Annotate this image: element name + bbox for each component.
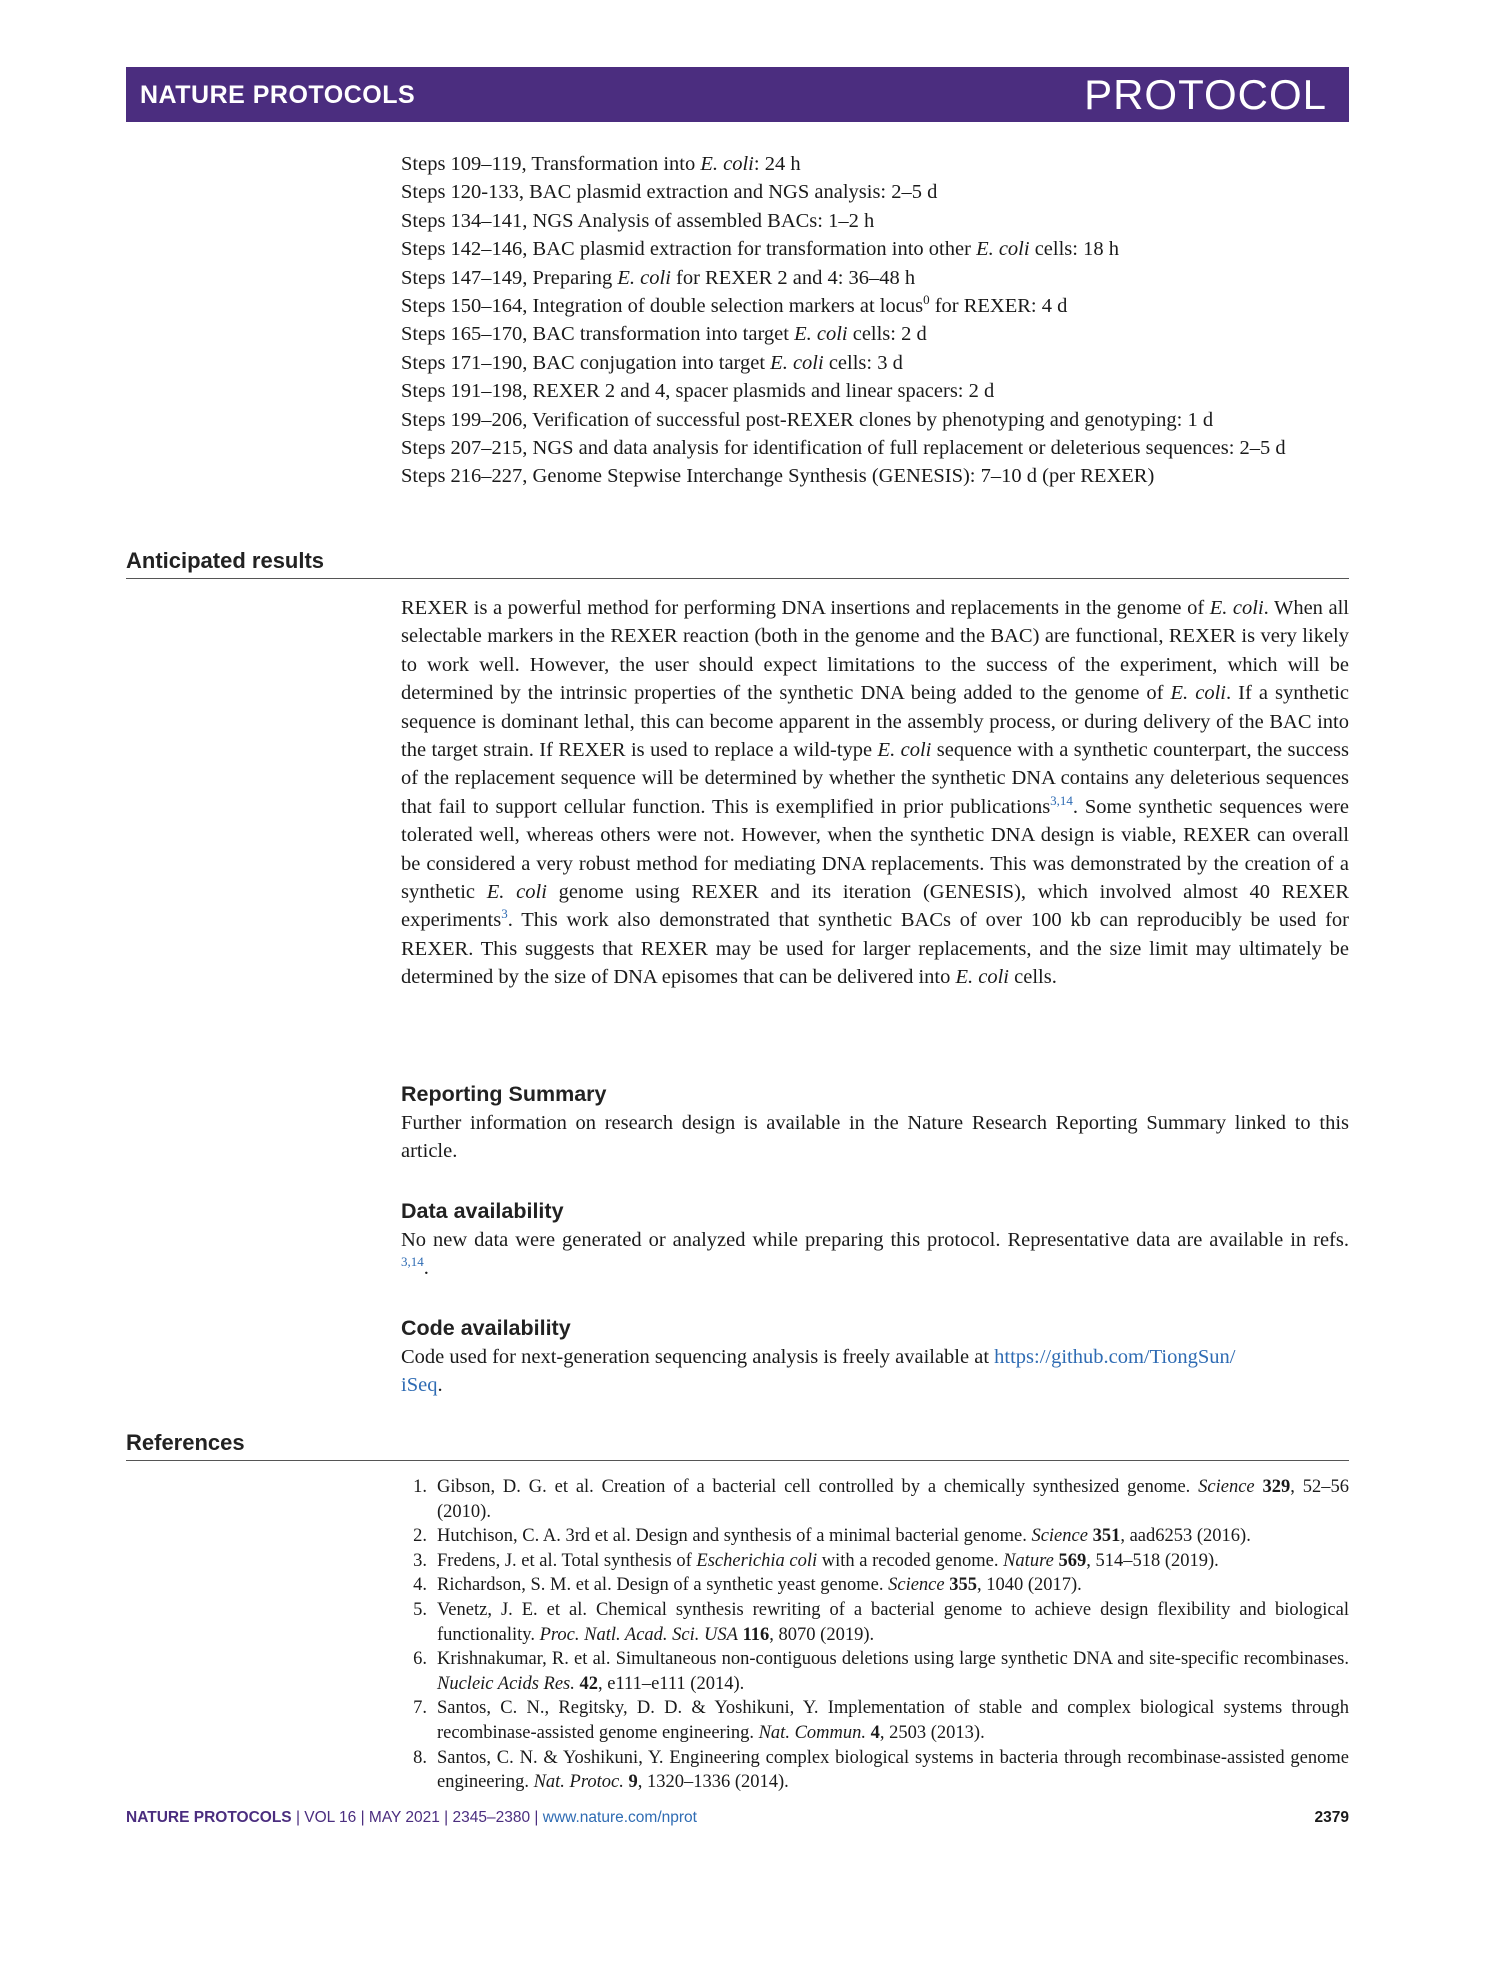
timing-line: Steps 191–198, REXER 2 and 4, spacer plasmids and linear spacers: 2 d bbox=[401, 380, 995, 403]
reference-item: 8. Santos, C. N. & Yoshikuni, Y. Engineering complex biological systems in bacteria through recombinase-assisted genome engineering. Nat. Protoc. 9, 1320–1336 (2014). bbox=[413, 1747, 1349, 1793]
timing-line: Steps 109–119, Transformation into E. coli: 24 h bbox=[401, 153, 801, 175]
code-availability-heading: Code availability bbox=[401, 1316, 571, 1340]
journal-header-bar bbox=[126, 67, 1349, 122]
github-link-continued[interactable]: iSeq bbox=[401, 1374, 438, 1397]
timing-line: Steps 171–190, BAC conjugation into target E. coli cells: 3 d bbox=[401, 351, 903, 374]
code-availability-text: Code used for next-generation sequencing analysis is freely available at https://github.com/TiongSun/ iSeq. bbox=[401, 1346, 1236, 1397]
footer-date: MAY 2021 bbox=[368, 1809, 440, 1826]
reference-item: 1. Gibson, D. G. et al. Creation of a bacterial cell controlled by a chemically synthesized genome. Science 329, 52–56 (2010). bbox=[413, 1477, 1349, 1522]
footer-volume: VOL 16 bbox=[304, 1809, 357, 1826]
anticipated-results-paragraph: REXER is a powerful method for performing DNA insertions and replacements in the genome of E. coli. When all selectable markers in the REXER reaction (both in the genome and the BAC) are functional, REXER is very likely to work well. However, the user should expect limitations to the success of the experiment, which will be determined by the intrinsic properties of the synthetic DNA being added to the genome of E. coli. If a synthetic sequence is dominant lethal, this can become apparent in the assembly process, or during delivery of the BAC into the target strain. If REXER is used to replace a wild-type E. coli sequence with a synthetic counterpart, the success of the replacement sequence will be determined by whether the synthetic DNA contains any deleterious sequences that fail to support cellular function. This is exemplified in prior publications$^{3,14}$. Some synthetic sequences were tolerated well, whereas others were not. However, when the synthetic DNA design is viable, REXER can overall be considered a very robust method for mediating DNA replacements. This was demonstrated by the creation of a synthetic E. coli genome using REXER and its iteration (GENESIS), which involved almost 40 REXER experiments$^3$. This work also demonstrated that synthetic BACs of over 100 kb can reproducibly be used for REXER. This suggests that REXER may be used for larger replacements, and the size limit may ultimately be determined by the size of DNA episomes that can be delivered into E. coli cells. bbox=[401, 597, 1350, 989]
timing-line: Steps 134–141, NGS Analysis of assembled BACs: 1–2 h bbox=[401, 209, 875, 232]
reporting-summary-heading: Reporting Summary bbox=[401, 1082, 607, 1106]
article-type: PROTOCOL bbox=[1084, 71, 1327, 118]
timing-line: Steps 120-133, BAC plasmid extraction and NGS analysis: 2–5 d bbox=[401, 181, 938, 204]
data-availability-heading: Data availability bbox=[401, 1199, 564, 1223]
footer-url[interactable]: www.nature.com/nprot bbox=[542, 1809, 697, 1826]
reference-item: 4. Richardson, S. M. et al. Design of a synthetic yeast genome. Science 355, 1040 (2017). bbox=[413, 1575, 1082, 1596]
footer-pages: 2345–2380 bbox=[452, 1809, 531, 1826]
timing-line: Steps 150–164, Integration of double selection markers at locus$^0$ for REXER: 4 d bbox=[401, 292, 1068, 318]
citation-link[interactable]: 3 bbox=[501, 906, 508, 922]
section-heading-anticipated-results: Anticipated results bbox=[126, 548, 1349, 579]
timing-line: Steps 147–149, Preparing E. coli for REXER 2 and 4: 36–48 h bbox=[401, 266, 916, 289]
timing-line: Steps 142–146, BAC plasmid extraction for transformation into other E. coli cells: 18 h bbox=[401, 238, 1119, 261]
code-availability-section bbox=[401, 1313, 1349, 1400]
github-link[interactable]: https://github.com/TiongSun/ bbox=[994, 1346, 1236, 1368]
reference-item: 2. Hutchison, C. A. 3rd et al. Design and synthesis of a minimal bacterial genome. Science 351, aad6253 (2016). bbox=[413, 1526, 1251, 1547]
citation-link[interactable]: 3,14 bbox=[401, 1254, 424, 1270]
reference-item: 6. Krishnakumar, R. et al. Simultaneous non-contiguous deletions using large synthetic DNA and site-specific recombinases. Nucleic Acids Res. 42, e111–e111 (2014). bbox=[413, 1649, 1349, 1694]
timing-line: Steps 165–170, BAC transformation into target E. coli cells: 2 d bbox=[401, 323, 927, 346]
reporting-summary-section bbox=[401, 1079, 1349, 1166]
data-availability-section bbox=[401, 1196, 1349, 1283]
reporting-summary-text: Further information on research design is available in the Nature Research Reporting Summary linked to this article. bbox=[401, 1112, 1349, 1163]
data-availability-text: No new data were generated or analyzed while preparing this protocol. Representative data are available in refs. $^{3,14}$. bbox=[401, 1229, 1349, 1280]
citation-link[interactable]: 3,14 bbox=[1050, 793, 1073, 809]
section-heading-references: References bbox=[126, 1430, 1349, 1461]
timing-list bbox=[401, 150, 1349, 491]
page-number: 2379 bbox=[1314, 1809, 1349, 1826]
reference-item: 3. Fredens, J. et al. Total synthesis of Escherichia coli with a recoded genome. Nature 569, 514–518 (2019). bbox=[413, 1550, 1219, 1571]
page-footer: NATURE PROTOCOLS | VOL 16 | MAY 2021 | 2345–2380 | www.nature.com/nprot 2379 bbox=[126, 1809, 1349, 1826]
timing-line: Steps 199–206, Verification of successful post-REXER clones by phenotyping and genotyping: 1 d bbox=[401, 408, 1214, 431]
reference-item: 5. Venetz, J. E. et al. Chemical synthesis rewriting of a bacterial genome to achieve design flexibility and biological functionality. Proc. Natl. Acad. Sci. USA 116, 8070 (2019). bbox=[413, 1599, 1349, 1645]
timing-line: Steps 207–215, NGS and data analysis for identification of full replacement or deleterious sequences: 2–5 d bbox=[401, 437, 1286, 460]
reference-list bbox=[401, 1475, 1349, 1795]
reference-item: 7. Santos, C. N., Regitsky, D. D. & Yoshikuni, Y. Implementation of stable and complex biological systems through recombinase-assisted genome engineering. Nat. Commun. 4, 2503 (2013). bbox=[413, 1698, 1349, 1743]
timing-line: Steps 216–227, Genome Stepwise Interchange Synthesis (GENESIS): 7–10 d (per REXER) bbox=[401, 465, 1155, 488]
footer-journal: NATURE PROTOCOLS bbox=[126, 1809, 292, 1826]
journal-name: NATURE PROTOCOLS bbox=[140, 81, 416, 109]
